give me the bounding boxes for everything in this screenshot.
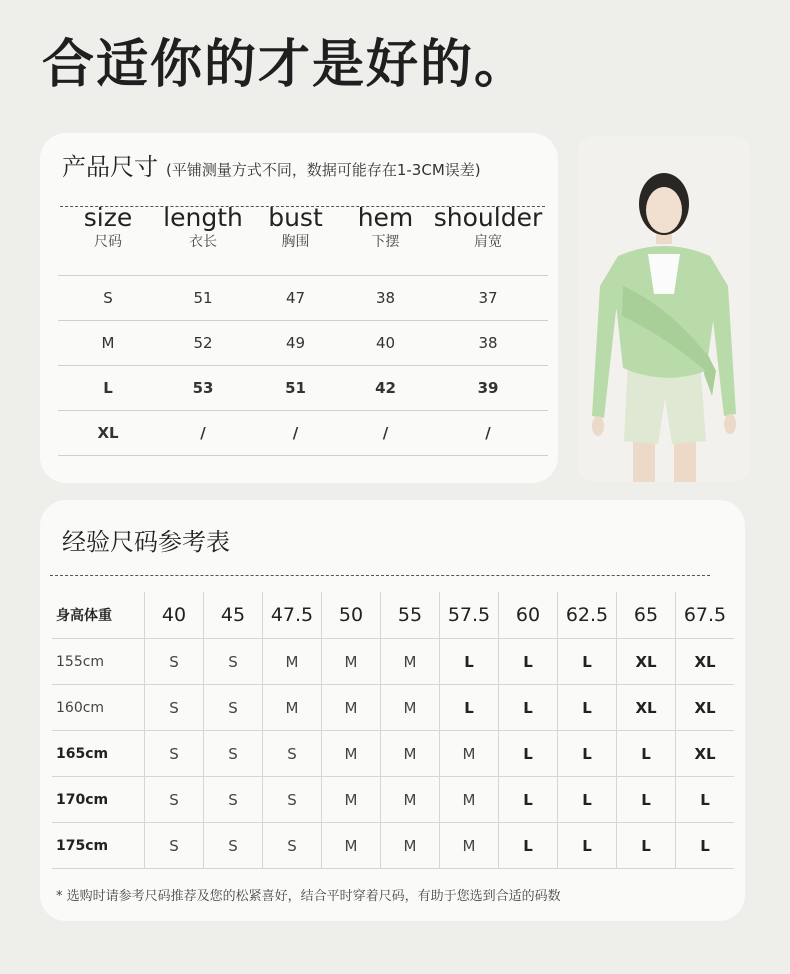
exp-card-title: 经验尺码参考表 <box>62 528 230 556</box>
height-row-160: 160cm S S M M M L L L XL XL <box>52 685 734 731</box>
corner-label: 身高体重 <box>52 592 145 639</box>
size-card-title-text: 产品尺寸 <box>62 153 158 181</box>
col-length: length 衣长 <box>158 203 248 276</box>
weight-header-row: 身高体重 40 45 47.5 50 55 57.5 60 62.5 65 67.5 <box>52 592 734 639</box>
experience-size-card <box>40 500 745 921</box>
height-row-170: 170cm S S S M M M L L L L <box>52 777 734 823</box>
size-table <box>58 203 548 456</box>
dashed-divider <box>50 575 710 576</box>
measurement-note: (平铺测量方式不同，数据可能存在1-3CM误差) <box>166 161 481 179</box>
height-row-155: 155cm S S M M M L L L XL XL <box>52 639 734 685</box>
model-photo <box>578 136 750 482</box>
height-row-175: 175cm S S S M M M L L L L <box>52 823 734 869</box>
size-footnote: * 选购时请参考尺码推荐及您的松紧喜好，结合平时穿着尺码，有助于您选到合适的码数 <box>56 889 561 904</box>
size-row-m: M 52 49 40 38 <box>58 321 548 366</box>
experience-size-table <box>52 592 734 869</box>
model-illustration <box>578 136 750 482</box>
size-card-title <box>62 147 481 182</box>
size-table-header <box>58 203 548 276</box>
height-row-165: 165cm S S S M M M L L L XL <box>52 731 734 777</box>
col-size: size 尺码 <box>58 203 158 276</box>
product-size-card <box>40 133 558 483</box>
col-bust: bust 胸围 <box>248 203 343 276</box>
size-row-l: L 53 51 42 39 <box>58 366 548 411</box>
page-headline: 合适你的才是好的。 <box>42 35 529 95</box>
col-shoulder: shoulder 肩宽 <box>428 203 548 276</box>
size-row-xl: XL / / / / <box>58 411 548 456</box>
col-hem: hem 下摆 <box>343 203 428 276</box>
size-row-s: S 51 47 38 37 <box>58 276 548 321</box>
